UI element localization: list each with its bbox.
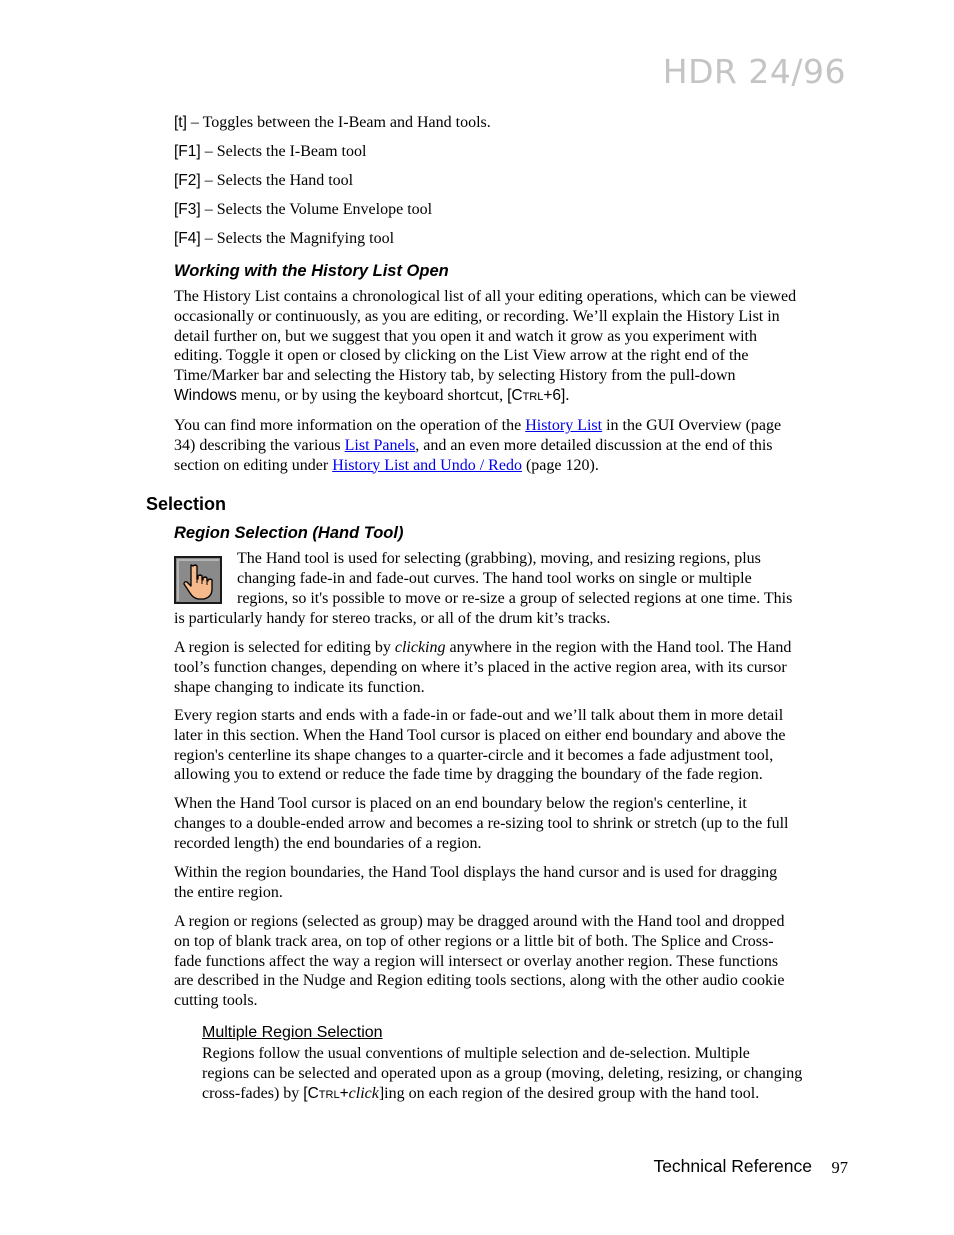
shortcut-line [174,200,432,220]
shortcut-key: [F4] [174,230,201,247]
multiple-region-paragraph: Regions follow the usual conventions of multiple selection and de-selection. Multiple regions can be selected and operated upon as a group (moving, deleting, resizing, or changing cross-fades) by [CTRL+click]ing on each region of the desired group with the hand tool. [202,1045,803,1102]
hand-tool-intro: The Hand tool is used for selecting (grabbing), moving, and resizing regions, plus changing fade-in and fade-out curves. The hand tool works on single or multiple regions, so it's possible to move or re-size a group of selected regions at one time. This [237,550,793,607]
running-header-title: HDR 24/96 [662,52,846,91]
history-paragraph-1: The History List contains a chronological list of all your editing operations, which can be viewed occasionally or continuously, as you are editing, or recording. We’ll explain the History List in detail further on, but we suggest that you open it and watch it grow as you experiment with editing. Toggle it open or closed by clicking on the List View arrow at the right end of the Time/Marker bar and selecting the History tab, by selecting History from the pull-down Windows menu, or by using the keyboard shortcut, [CTRL+6]. [174,288,797,404]
list-panels-link[interactable]: List Panels [344,436,416,454]
history-heading: Working with the History List Open [174,262,449,280]
shortcut-key: [F3] [174,201,201,218]
region-selection-heading: Region Selection (Hand Tool) [174,524,404,542]
page-number: 97 [831,1158,848,1177]
shortcut-desc: – Selects the Hand tool [200,172,354,189]
history-undo-redo-link[interactable]: History List and Undo / Redo [332,456,522,474]
multiple-region-heading: Multiple Region Selection [202,1024,383,1041]
shortcut-desc: – Selects the I-Beam tool [200,143,367,160]
keyboard-shortcut: [CTRL+ [303,1084,349,1102]
windows-menu-name: Windows [174,386,237,404]
shortcut-desc: – Toggles between the I-Beam and Hand tools. [186,114,491,131]
shortcut-line [174,113,491,133]
shortcut-desc: – Selects the Volume Envelope tool [200,201,433,218]
region-paragraph-2: A region is selected for editing by clicking anywhere in the region with the Hand tool. The Hand tool’s function changes, depending on where it’s placed in the active region area, with its cursor shape changing to indicate its function. [174,639,792,696]
keyboard-shortcut: [CTRL+6] [507,386,566,404]
region-paragraph-5: Within the region boundaries, the Hand Tool displays the hand cursor and is used for dragging the entire region. [174,864,778,901]
hand-tool-intro-end: is particularly handy for stereo tracks, or all of the drum kit’s tracks. [174,610,611,627]
region-paragraph-3: Every region starts and ends with a fade-in or fade-out and we’ll talk about them in more detail later in this section. When the Hand Tool cursor is placed on either end boundary and above the region's centerline its shape changes to a quarter-circle and it becomes a fade adjustment tool, allowing you to extend or reduce the fade time by dragging the boundary of the fade region. [174,707,786,784]
region-paragraph-6: A region or regions (selected as group) may be dragged around with the Hand tool and dropped on top of blank track area, on top of other regions or a little bit of both. The Splice and Cross- fade functions affect the way a region will intersect or overlay another region. These functions are described in the Nudge and Region editing tools sections, along with the other audio cookie cutting tools. [174,913,785,1010]
hand-cursor-icon [174,556,222,604]
region-paragraph-4: When the Hand Tool cursor is placed on an end boundary below the region's centerline, it changes to a double-ended arrow and becomes a re-sizing tool to shrink or stretch (up to the full recorded length) the end boundaries of a region. [174,795,789,852]
history-paragraph-2: You can find more information on the operation of the History List in the GUI Overview (page 34) describing the various List Panels, and an even more detailed discussion at the end of this section on editing under History List and Undo / Redo (page 120). [174,417,782,474]
shortcut-key: [F1] [174,143,201,160]
history-list-link[interactable]: History List [525,417,603,434]
shortcut-line [174,229,394,249]
selection-heading: Selection [146,494,227,514]
shortcut-key: [t] [174,114,187,131]
shortcut-desc: – Selects the Magnifying tool [200,230,395,247]
shortcut-line [174,142,366,162]
shortcut-line [174,171,353,191]
shortcut-key: [F2] [174,172,201,189]
footer-section-label: Technical Reference [653,1156,812,1176]
